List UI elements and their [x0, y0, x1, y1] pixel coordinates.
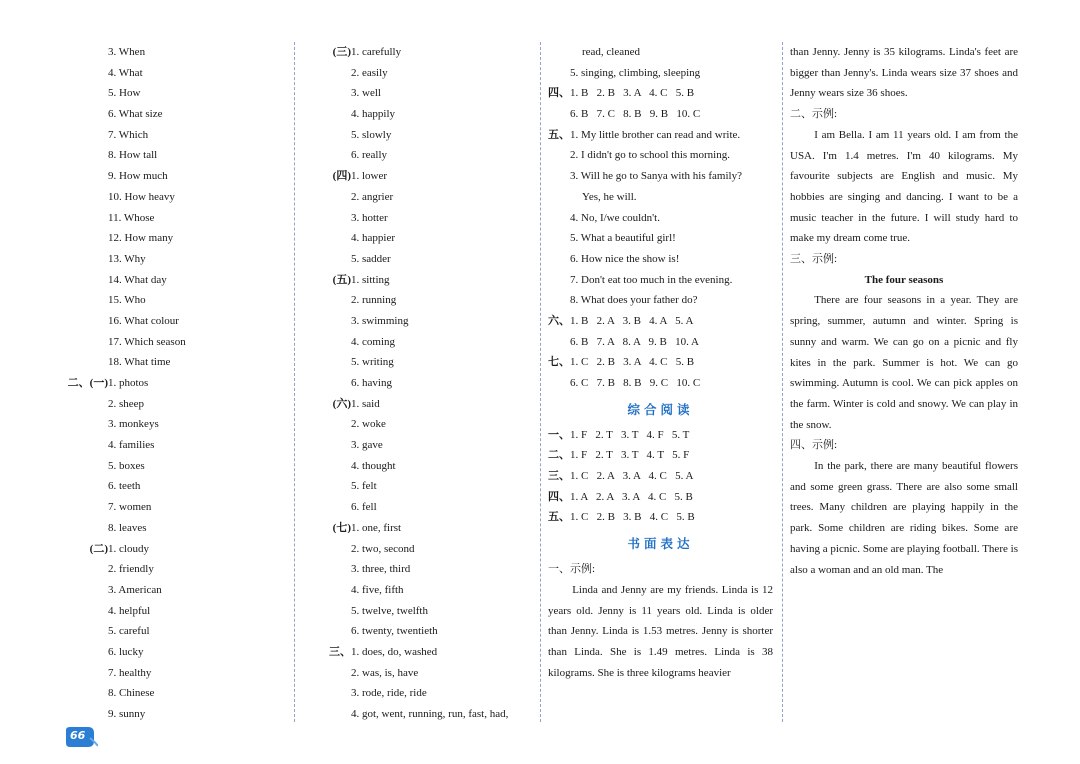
- answer-line: [303, 539, 533, 560]
- answer-line: [63, 166, 288, 187]
- item-text: 11. Whose: [108, 211, 155, 224]
- answer-line: [63, 559, 288, 580]
- item-text: 7. Don't eat too much in the evening.: [570, 273, 733, 286]
- answer-line: [303, 352, 533, 373]
- item-prefix: 三、: [548, 470, 570, 483]
- answer-line: [63, 601, 288, 622]
- answer-line: [303, 559, 533, 580]
- answer-line: [303, 166, 533, 187]
- answer-line: [303, 125, 533, 146]
- writing-1-text: Linda and Jenny are my friends. Linda is 12 years old. Jenny is 11 years old. Linda is older than Jenny. Linda is 1.53 metres. Jenny is shorter than Linda. She is 1.49 metres. Linda is 38 kilograms. She is three kilograms heavier: [548, 583, 773, 679]
- answer-line: [303, 63, 533, 84]
- item-prefix: (五): [332, 273, 351, 286]
- item-text: 1. B 2. A 3. B 4. A 5. A: [570, 314, 694, 327]
- answer-line: [63, 352, 288, 373]
- item-text: 5. What a beautiful girl!: [570, 232, 676, 245]
- item-text: 4. got, went, running, run, fast, had,: [351, 708, 509, 720]
- item-text: 9. How much: [108, 170, 168, 183]
- item-text: 1. photos: [108, 377, 149, 389]
- answer-line: [63, 642, 288, 663]
- answer-line: [548, 208, 773, 229]
- item-text: 8. What does your father do?: [570, 294, 698, 307]
- item-text: 5. slowly: [351, 128, 392, 141]
- item-prefix: 四、: [548, 490, 570, 503]
- writing-2-label: 二、示例:: [790, 108, 838, 121]
- item-text: 6. What size: [108, 108, 163, 121]
- answer-line: [303, 414, 533, 435]
- answer-line: [63, 104, 288, 125]
- answer-line: [63, 476, 288, 497]
- answer-line: [548, 63, 773, 84]
- answer-line: [303, 476, 533, 497]
- answer-line: [548, 228, 773, 249]
- item-text: 6. B 7. C 8. B 9. B 10. C: [570, 108, 701, 121]
- item-text: 4. happily: [351, 108, 395, 121]
- item-text: 6. teeth: [108, 480, 141, 493]
- answer-line: [303, 83, 533, 104]
- item-text: 2. I didn't go to school this morning.: [570, 149, 730, 162]
- item-text: 3. gave: [351, 439, 383, 452]
- answer-line: [548, 445, 773, 466]
- item-text: 3. well: [351, 87, 381, 100]
- section-title-reading: 综合阅读: [627, 401, 694, 417]
- answer-line: [63, 580, 288, 601]
- answer-line: [303, 208, 533, 229]
- answer-line: [303, 228, 533, 249]
- answer-line: [548, 270, 773, 291]
- item-text: 6. really: [351, 149, 388, 162]
- item-prefix: 五、: [548, 511, 570, 524]
- answer-column-3: [548, 42, 773, 683]
- item-text: 6. twenty, twentieth: [351, 625, 438, 638]
- answer-line: [303, 456, 533, 477]
- item-text: 2. friendly: [108, 563, 154, 576]
- item-text: 1. F 2. T 3. T 4. F 5. T: [570, 428, 690, 441]
- item-text: 5. careful: [108, 625, 150, 638]
- answer-line: [303, 42, 533, 63]
- item-text: 15. Who: [108, 294, 146, 307]
- item-text: 3. American: [108, 583, 162, 596]
- item-prefix: (二): [89, 542, 108, 555]
- item-text: 4. No, I/we couldn't.: [570, 211, 660, 224]
- item-text: 6. How nice the show is!: [570, 252, 680, 265]
- writing-3-text: There are four seasons in a year. They are spring, summer, autumn and winter. Spring is sunny and warm. We can go on a picnic and fly kites in the park. Summer is hot. We can go swimming. Autumn is cool. We can pick apples on the farm. Winter is cold and snowy. We can play in the snow.: [790, 294, 1018, 431]
- item-text: 2. two, second: [351, 542, 415, 555]
- item-text: 1. cloudy: [108, 542, 149, 555]
- item-text: 4. What: [108, 66, 143, 79]
- answer-line: [63, 208, 288, 229]
- answer-line: [63, 663, 288, 684]
- item-text: 1. F 2. T 3. T 4. T 5. F: [570, 449, 690, 462]
- item-text: 2. angrier: [351, 190, 394, 203]
- answer-line: [63, 83, 288, 104]
- item-text: 6. lucky: [108, 645, 144, 658]
- answer-line: [303, 683, 533, 704]
- item-text: 4. helpful: [108, 604, 151, 617]
- item-text: 4. five, fifth: [351, 583, 404, 596]
- answer-line: [63, 456, 288, 477]
- answer-line: [548, 332, 773, 353]
- item-text: 1. sitting: [351, 273, 390, 286]
- answer-line: [63, 187, 288, 208]
- answer-line: [63, 125, 288, 146]
- answer-column-2: [303, 42, 533, 725]
- answer-line: [548, 145, 773, 166]
- answer-line: [548, 507, 773, 528]
- item-prefix: (三): [332, 46, 351, 58]
- item-text: 4. happier: [351, 232, 395, 245]
- item-prefix: 三、: [329, 645, 351, 658]
- answer-line: [548, 83, 773, 104]
- answer-line: [548, 290, 773, 311]
- item-text: 7. Which: [108, 128, 149, 141]
- answer-line: [63, 704, 288, 725]
- answer-line: [303, 145, 533, 166]
- answer-line: [548, 42, 773, 63]
- answer-line: [303, 601, 533, 622]
- item-text: 3. When: [108, 46, 146, 58]
- item-text: 6. C 7. B 8. B 9. C 10. C: [570, 377, 701, 389]
- answer-line: [303, 642, 533, 663]
- item-text: 1. A 2. A 3. A 4. C 5. B: [570, 490, 693, 503]
- item-text: 1. B 2. B 3. A 4. C 5. B: [570, 87, 695, 100]
- column-separator: [294, 42, 295, 722]
- item-prefix: 二、(一): [67, 377, 108, 389]
- item-text: 4. coming: [351, 335, 395, 348]
- item-text: 9. sunny: [108, 708, 146, 720]
- item-prefix: 二、: [548, 449, 570, 462]
- answer-line: [63, 621, 288, 642]
- answer-line: [303, 704, 533, 725]
- item-prefix: 五、: [548, 128, 570, 141]
- answer-line: [63, 539, 288, 560]
- writing-1-label: 一、示例:: [548, 563, 596, 576]
- answer-column-1: [63, 42, 288, 725]
- item-text: 14. What day: [108, 273, 167, 286]
- answer-line: [63, 270, 288, 291]
- answer-line: [303, 394, 533, 415]
- answer-line: [63, 332, 288, 353]
- section-title-writing: 书面表达: [627, 536, 694, 552]
- answer-line: [548, 352, 773, 373]
- answer-line: [303, 518, 533, 539]
- item-text: Yes, he will.: [582, 190, 637, 203]
- item-text: 12. How many: [108, 232, 174, 245]
- item-prefix: (四): [332, 170, 351, 183]
- item-text: 2. was, is, have: [351, 666, 419, 679]
- item-text: 3. hotter: [351, 211, 388, 224]
- item-text: 5. writing: [351, 356, 394, 369]
- answer-line: [303, 332, 533, 353]
- item-text: 13. Why: [108, 252, 146, 265]
- writing-3-label: 三、示例:: [790, 253, 838, 266]
- item-text: 3. rode, ride, ride: [351, 687, 427, 700]
- item-text: 5. singing, climbing, sleeping: [570, 66, 701, 79]
- answer-line: [548, 487, 773, 508]
- answer-line: [548, 125, 773, 146]
- item-text: 2. easily: [351, 66, 388, 79]
- item-text: 5. twelve, twelfth: [351, 604, 428, 617]
- item-text: 1. My little brother can read and write.: [570, 128, 741, 141]
- item-text: 17. Which season: [108, 335, 186, 348]
- writing-2-text: I am Bella. I am 11 years old. I am from the USA. I'm 1.4 metres. I'm 40 kilograms. My favourite subjects are English and music. My hobbies are singing and dancing. I want to be a music teacher in the future. I will study hard to make my dream come true.: [790, 128, 1018, 245]
- item-text: 1. one, first: [351, 521, 402, 534]
- answer-line: [63, 373, 288, 394]
- answer-line: [63, 497, 288, 518]
- item-text: 10. How heavy: [108, 190, 175, 203]
- answer-line: [548, 104, 773, 125]
- item-text: 5. felt: [351, 480, 377, 493]
- answer-line: [303, 249, 533, 270]
- answer-line: [303, 373, 533, 394]
- column-separator: [782, 42, 783, 722]
- item-text: 1. C 2. A 3. A 4. C 5. A: [570, 470, 694, 483]
- answer-line: [548, 166, 773, 187]
- item-text: 1. C 2. B 3. A 4. C 5. B: [570, 356, 695, 369]
- answer-line: [63, 228, 288, 249]
- item-text: 2. woke: [351, 418, 386, 431]
- answer-column-4: [790, 42, 1018, 580]
- item-prefix: 四、: [548, 87, 570, 100]
- answer-list: [548, 42, 773, 394]
- item-text: 1. does, do, washed: [351, 645, 438, 658]
- item-text: 6. fell: [351, 501, 377, 514]
- item-text: 5. sadder: [351, 252, 391, 265]
- item-text: 8. How tall: [108, 149, 158, 162]
- answer-line: [303, 311, 533, 332]
- answer-line: [63, 394, 288, 415]
- item-text: 4. families: [108, 439, 155, 452]
- item-text: 6. B 7. A 8. A 9. B 10. A: [570, 335, 699, 348]
- answer-line: [63, 63, 288, 84]
- answer-line: [63, 683, 288, 704]
- answer-line: [63, 290, 288, 311]
- item-text: 7. women: [108, 501, 152, 514]
- item-text: 8. leaves: [108, 521, 147, 534]
- item-prefix: 六、: [548, 314, 570, 327]
- answer-line: [303, 290, 533, 311]
- answer-line: [303, 435, 533, 456]
- answer-line: [548, 425, 773, 446]
- answer-line: [548, 373, 773, 394]
- answer-line: [548, 466, 773, 487]
- writing-4-text: In the park, there are many beautiful flowers and some green grass. There are also some small trees. Many children are playing happily in the park. Some children are riding bikes. Some are having a picnic. Some are playing football. There is also a woman and an old man. The: [790, 460, 1018, 576]
- item-text: 1. lower: [351, 170, 388, 183]
- answer-line: [303, 663, 533, 684]
- answer-line: [63, 435, 288, 456]
- item-text: 5. How: [108, 87, 141, 100]
- item-prefix: 七、: [548, 356, 570, 369]
- answer-line: [548, 311, 773, 332]
- item-text: 3. three, third: [351, 563, 411, 576]
- item-text: 16. What colour: [108, 314, 179, 327]
- item-text: 8. Chinese: [108, 687, 155, 700]
- item-text: 2. running: [351, 294, 397, 307]
- answer-line: [548, 187, 773, 208]
- item-prefix: (六): [332, 397, 351, 410]
- item-text: read, cleaned: [582, 46, 641, 58]
- reading-answers: [548, 425, 773, 528]
- item-text: 1. said: [351, 397, 380, 410]
- item-text: 2. sheep: [108, 397, 145, 410]
- writing-4-label: 四、示例:: [790, 439, 838, 452]
- item-text: 18. What time: [108, 356, 171, 369]
- item-prefix: (七): [332, 521, 351, 534]
- answer-line: [63, 414, 288, 435]
- answer-line: [63, 311, 288, 332]
- answer-line: [303, 497, 533, 518]
- item-prefix: 一、: [548, 428, 570, 441]
- answer-line: [303, 104, 533, 125]
- column-separator: [540, 42, 541, 722]
- answer-line: [303, 580, 533, 601]
- answer-line: [63, 518, 288, 539]
- answer-line: [303, 270, 533, 291]
- answer-line: [548, 249, 773, 270]
- answer-line: [63, 249, 288, 270]
- answer-line: [303, 187, 533, 208]
- page-number: 66: [70, 729, 86, 742]
- item-text: 7. healthy: [108, 666, 152, 679]
- item-text: 1. carefully: [351, 46, 402, 58]
- essay-title: The four seasons: [864, 273, 944, 286]
- answer-line: [63, 145, 288, 166]
- item-text: 4. thought: [351, 459, 396, 472]
- item-text: 5. boxes: [108, 459, 145, 472]
- writing-1-continuation: than Jenny. Jenny is 35 kilograms. Linda's feet are bigger than Jenny's. Linda wears size 37 shoes and Jenny wears size 36 shoes.: [790, 46, 1018, 100]
- item-text: 6. having: [351, 377, 392, 389]
- answer-line: [303, 621, 533, 642]
- item-text: 3. swimming: [351, 314, 409, 327]
- item-text: 3. Will he go to Sanya with his family?: [570, 170, 742, 183]
- item-text: 1. C 2. B 3. B 4. C 5. B: [570, 511, 695, 524]
- item-text: 3. monkeys: [108, 418, 159, 431]
- answer-line: [63, 42, 288, 63]
